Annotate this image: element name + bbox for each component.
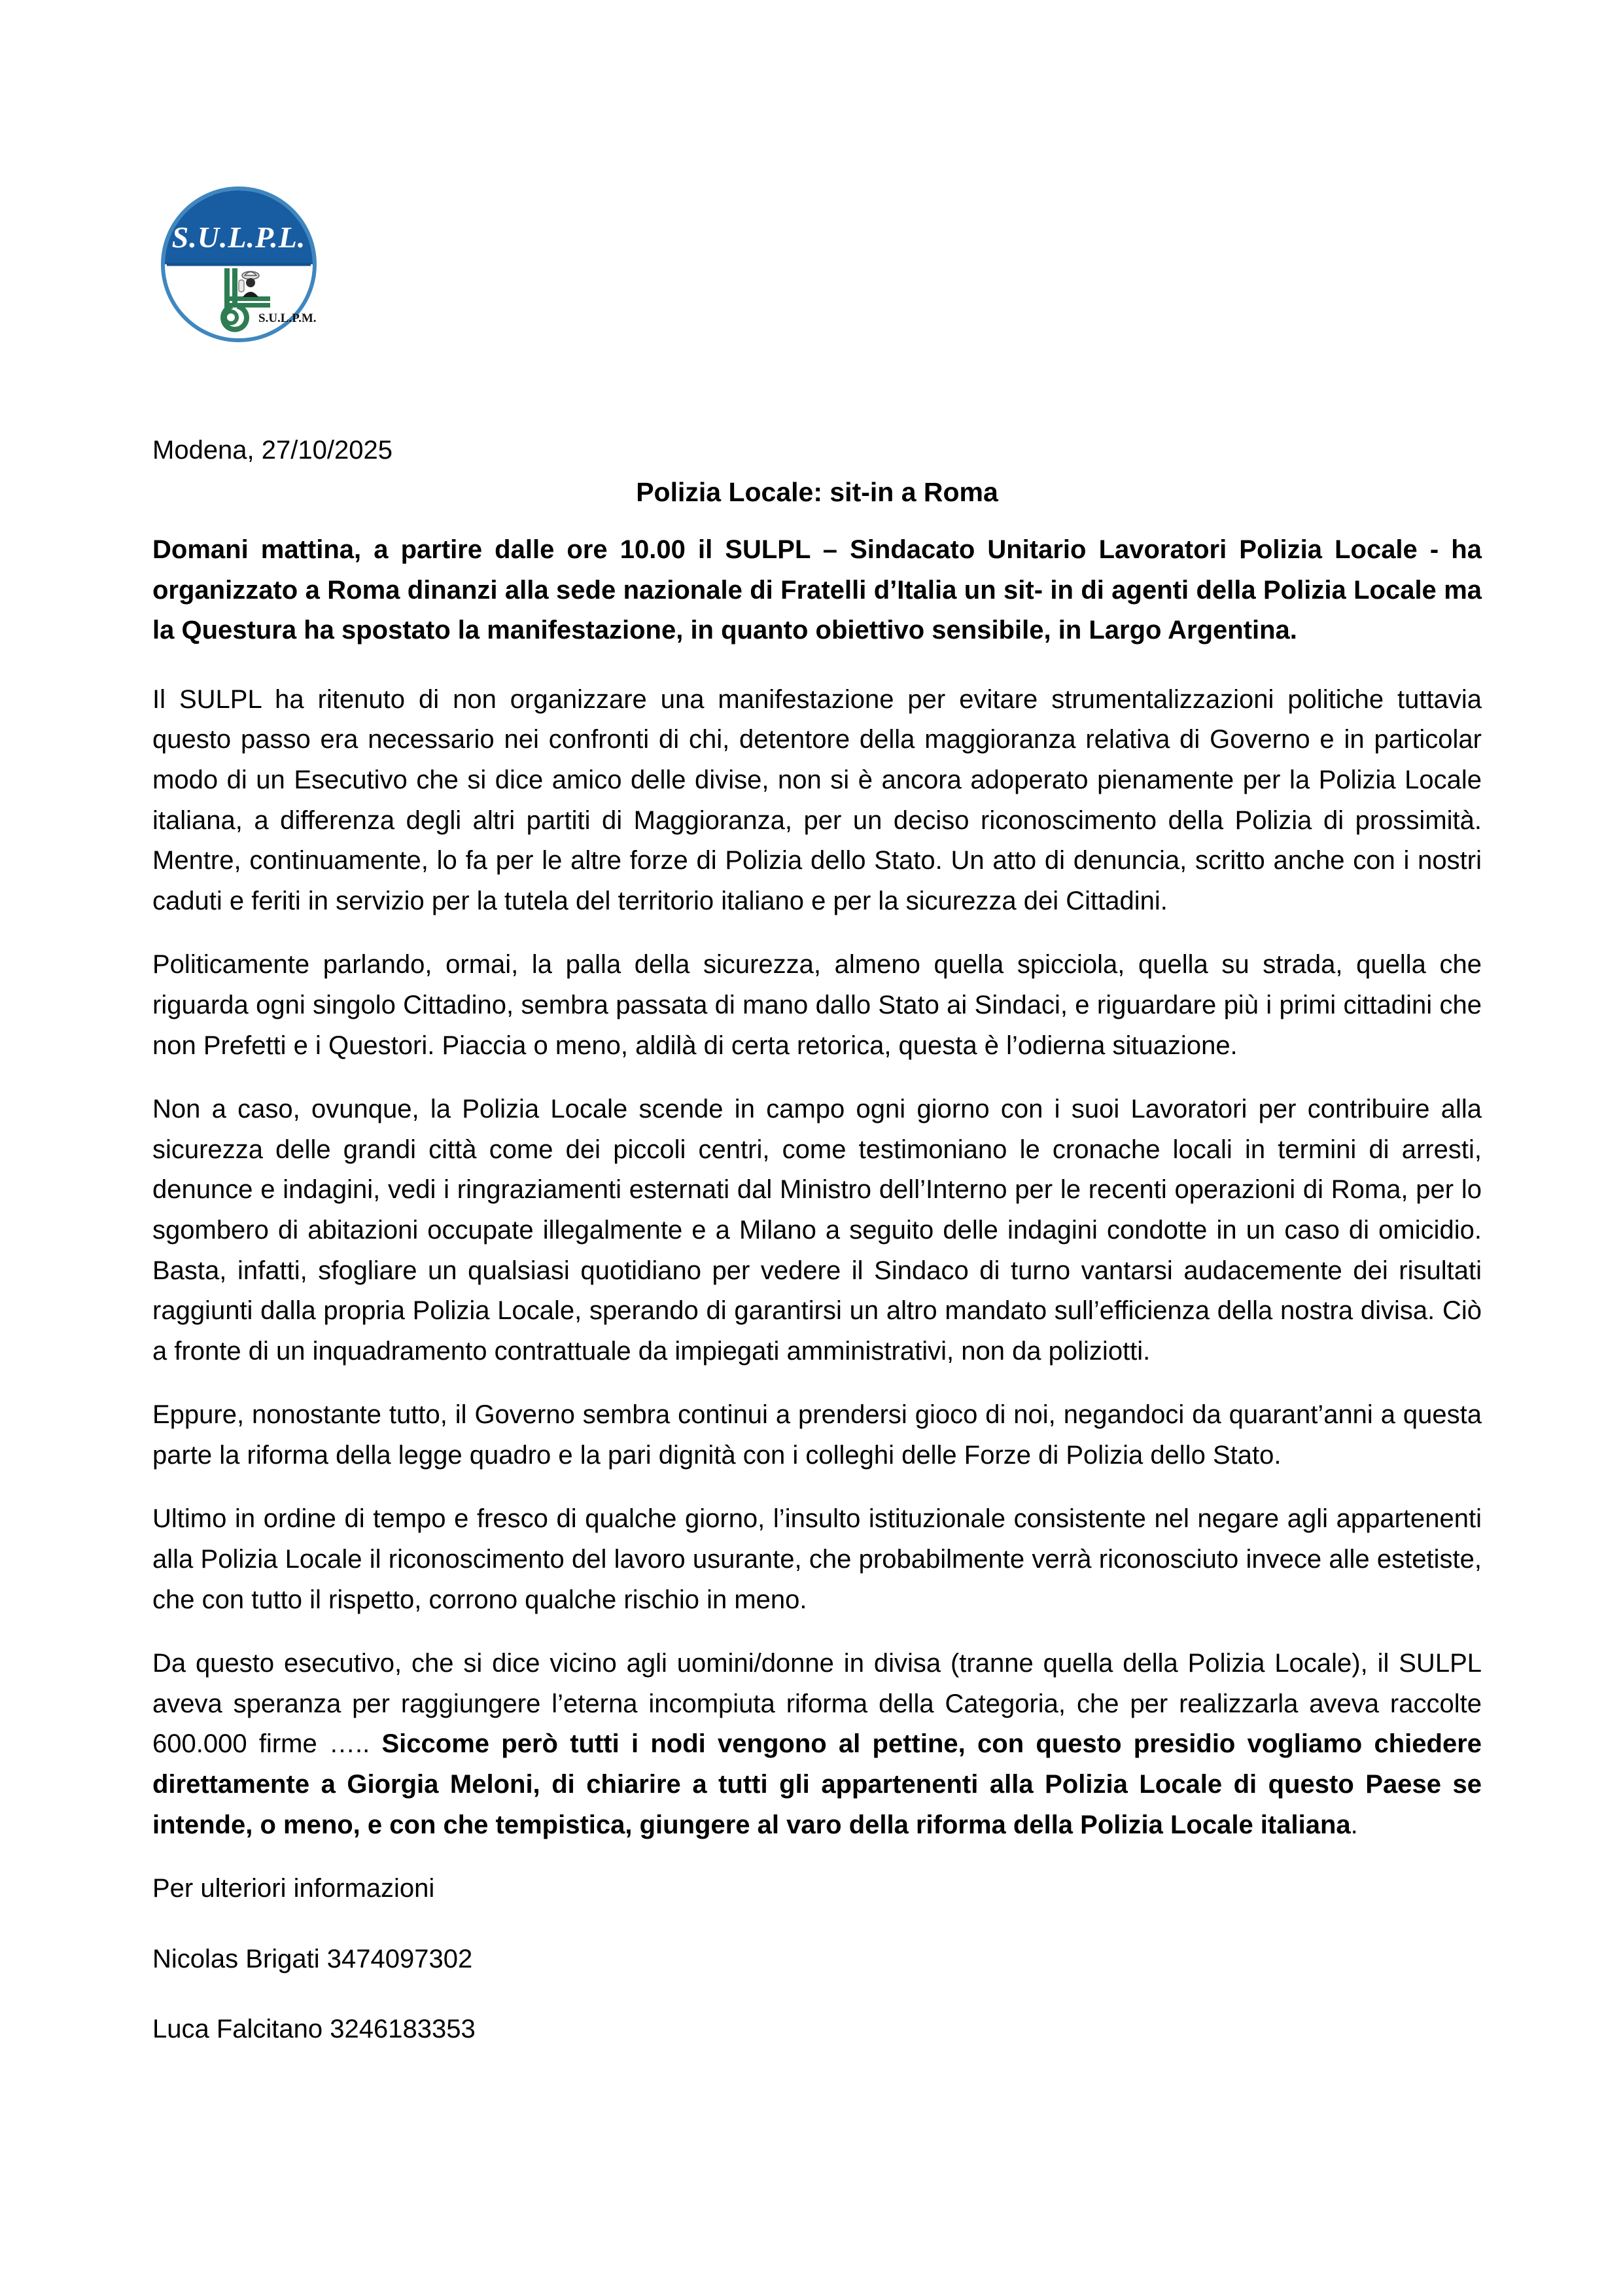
body-paragraph: Non a caso, ovunque, la Polizia Locale scende in campo ogni giorno con i suoi Lavoratori per contribuire alla sicurezza delle grandi città come dei piccoli centri, come testimoniano le cronache locali in termini di arresti, denunce e indagini, vedi i ringraziamenti esternati dal Ministro dell’Interno per le recenti operazioni di Roma, per lo sgombero di abitazioni occupate illegalmente e a Milano a seguito delle indagini condotte in un caso di omicidio. Basta, infatti, sfogliare un qualsiasi quotidiano per vedere il Sindaco di turno vantarsi audacemente dei risultati raggiunti dalla propria Polizia Locale, sperando di garantirsi un altro mandato sull’efficienza della nostra divisa. Ciò a fronte di un inquadramento contrattuale da impiegati amministrativi, non da poliziotti. (152, 1095, 1482, 1366)
lead-paragraph: Domani mattina, a partire dalle ore 10.00 il SULPL – Sindacato Unitario Lavoratori Polizia Locale - ha organizzato a Roma dinanzi alla sede nazionale di Fratelli d’Italia un sit- in di agenti della Polizia Locale ma la Questura ha spostato la manifestazione, in quanto obiettivo sensibile, in Largo Argentina. (152, 535, 1482, 645)
contact-line: Luca Falcitano 3246183353 (152, 2015, 476, 2044)
logo-top-text: S.U.L.P.L. (171, 221, 306, 254)
document-body (152, 530, 1482, 2080)
info-line: Per ulteriori informazioni (152, 1874, 435, 1903)
final-paragraph-intro: Da questo esecutivo, che si dice vicino agli uomini/donne in divisa (tranne quella della Polizia Locale), il SULPL aveva speranza per raggiungere l’eterna incompiuta riforma della Categoria, che per realizzarla aveva raccolte 600.000 firme ….. (152, 1649, 1482, 1759)
body-paragraph: Politicamente parlando, ormai, la palla della sicurezza, almeno quella spicciola, quella su strada, quella che riguarda ogni singolo Cittadino, sembra passata di mano dallo Stato ai Sindaci, e riguardare più i primi cittadini che non Prefetti e i Questori. Piaccia o meno, aldilà di certa retorica, questa è l’odierna situazione. (152, 950, 1482, 1060)
final-paragraph-emphasis: Siccome però tutti i nodi vengono al pettine, con questo presidio vogliamo chiedere direttamente a Giorgia Meloni, di chiarire a tutti gli appartenenti alla Polizia Locale di questo Paese se intende, o meno, e con che tempistica, giungere al varo della riforma della Polizia Locale italiana (152, 1729, 1482, 1839)
sulpl-logo (159, 185, 319, 345)
page-title: Polizia Locale: sit-in a Roma (636, 477, 998, 507)
final-paragraph-outro: . (1350, 1810, 1358, 1839)
contact-line: Nicolas Brigati 3474097302 (152, 1944, 473, 1973)
place-and-date: Modena, 27/10/2025 (152, 436, 393, 465)
body-paragraph: Ultimo in ordine di tempo e fresco di qualche giorno, l’insulto istituzionale consistente nel negare agli appartenenti alla Polizia Locale il riconoscimento del lavoro usurante, che probabilmente verrà riconosciuto invece alle estetiste, che con tutto il rispetto, corrono qualche rischio in meno. (152, 1504, 1482, 1614)
logo-bottom-text: S.U.L.P.M. (258, 311, 317, 325)
sulpl-logo-svg (159, 185, 319, 345)
body-paragraph: Il SULPL ha ritenuto di non organizzare una manifestazione per evitare strumentalizzazioni politiche tuttavia questo passo era necessario nei confronti di chi, detentore della maggioranza relativa di Governo e in particolar modo di un Esecutivo che si dice amico delle divise, non si è ancora adoperato pienamente per la Polizia Locale italiana, a differenza degli altri partiti di Maggioranza, per un deciso riconoscimento della Polizia di prossimità. Mentre, continuamente, lo fa per le altre forze di Polizia dello Stato. Un atto di denuncia, scritto anche con i nostri caduti e feriti in servizio per la tutela del territorio italiano e per la sicurezza dei Cittadini. (152, 684, 1482, 915)
final-paragraph (152, 1644, 1482, 1845)
logo-emblem-bar-1 (224, 296, 270, 301)
body-paragraph: Eppure, nonostante tutto, il Governo sembra continui a prendersi gioco di noi, negandoci da quarant’anni a questa parte la riforma della legge quadro e la pari dignità con i colleghi delle Forze di Polizia dello Stato. (152, 1400, 1482, 1470)
